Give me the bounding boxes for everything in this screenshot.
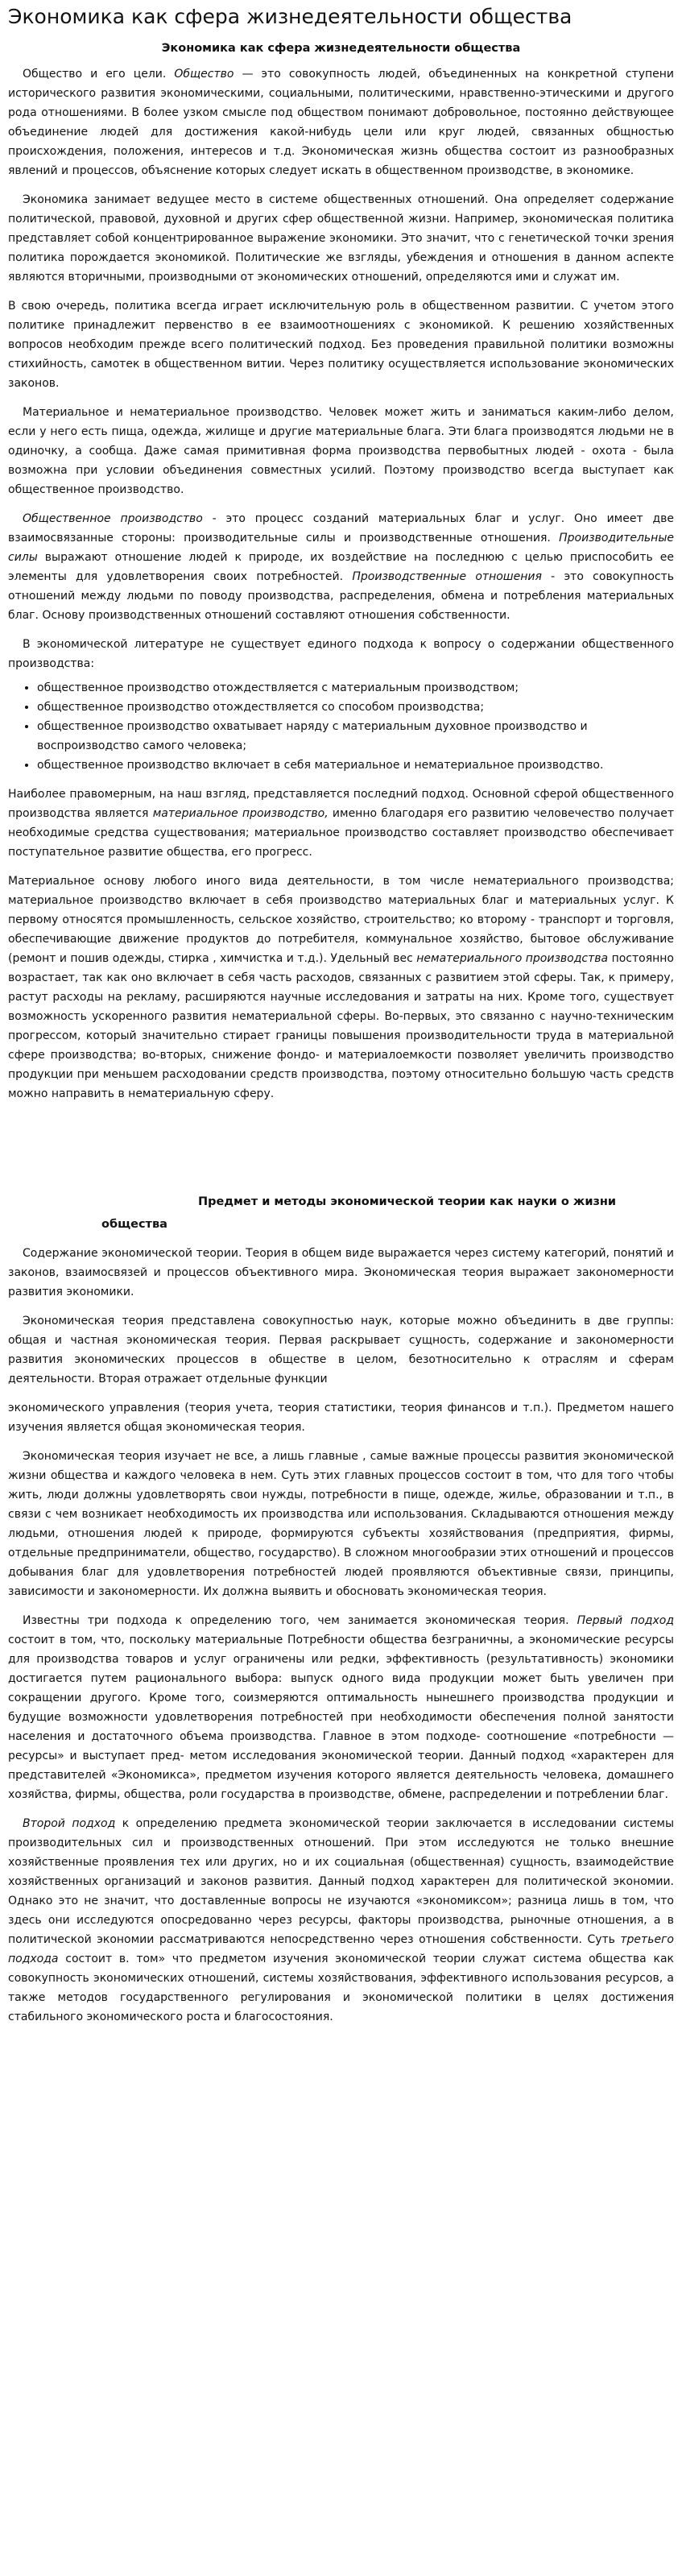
term-italic: Производственные отношения <box>352 570 542 583</box>
paragraph-text: именно благодаря его развитию человечество получает необходимые средства существования; материальное производство составляет производство обеспечивает поступательное развитие общества, его прогресс. <box>8 807 674 859</box>
term-italic: материальное производство, <box>152 807 329 820</box>
section-heading: Экономика как сфера жизнедеятельности общества <box>161 42 521 55</box>
paragraph-approaches-intro: В экономической литературе не существует единого подхода к вопросу о содержании общественного производства: <box>8 638 674 670</box>
paragraph-text: - это совокупность отношений между людьми по поводу производства, распределения, обмена и потребления материальных благ. Основу производственных отношений составляют отношения собственности. <box>8 570 674 622</box>
list-item: • общественное производство отождествляется со способом производства; <box>37 698 674 717</box>
term-italic: Производительные силы <box>8 532 674 564</box>
list-item: • общественное производство включает в себя материальное и нематериальное производство. <box>37 756 674 775</box>
section-economy-as-sphere <box>8 39 674 1104</box>
paragraph-theory-content: Содержание экономической теории. Теория в общем виде выражается через систему категорий, понятий и законов, взаимосвязей и процессов объективного мира. Экономическая теория выражает закономерности развития экономики. <box>8 1247 674 1298</box>
paragraph-text: состоит в том, что, поскольку материальные Потребности общества безграничны, а экономические ресурсы для производства товаров и услуг ограничены или редки, эффективность (результативность) экономики достигается путем рационального выбора: выпуск одного вида продукции может быть увеличен при сокращении другого. Кроме того, соизмеряются оптимальность нынешнего производства продукции и будущие возможности удовлетворения потребностей при необходимости обеспечения полной занятости населения и достаточного объема производства. Главное в этом подходе- соотношение «потребности — ресурсы» и выступает пред- метом исследования экономической теории. Данный подход «характерен для представителей «Экономикса», предметом изучения которого является деятельность человека, домашнего хозяйства, фирмы, общества, роли государства в производстве, обмене, распределении и потреблении благ. <box>8 1634 674 1801</box>
paragraph-economy-role: Экономика занимает ведущее место в системе общественных отношений. Она определяет содержание политической, правовой, духовной и других сфер общественной жизни. Например, экономическая политика представляет собой концентрированное выражение экономики. Это значит, что с генетической точки зрения политика порождается экономикой. Политические же взгляды, убеждения и отношения в данном аспекте являются вторичными, производными от экономических отношений, определяются ими и служат им. <box>8 193 674 284</box>
paragraph-last-approach <box>8 785 674 862</box>
paragraph-text: Известны три подхода к определению того, чем занимается экономическая теория. <box>23 1614 577 1627</box>
term-italic: нематериального производства <box>416 952 609 965</box>
paragraph-society-goals <box>8 64 674 180</box>
paragraph-text: выражают отношение людей к природе, их воздействие на последнюю с целью приспособить ее элементы для удовлетворения своих потребностей. <box>8 551 674 583</box>
paragraph-text: к определению предмета экономической теории заключается в исследовании системы производительных сил и производственных отношений. При этом исследуются не только внешние хозяйственные проявления тех или других, но и их социальная (общественная) сущность, взаимодействие хозяйственных организаций и законов развития. Данный подход характерен для политической экономии. Однако это не значит, что доставленные вопросы не изучаются «экономиксом»; разница лишь в том, что здесь они исследуются опосредованно через ресурсы, факторы производства, рыночные отношения, а в политической экономии рассматриваются непосредственно через отношения собственности. Суть <box>8 1817 675 1946</box>
term-italic: Первый подход <box>577 1614 675 1627</box>
paragraph-main-processes: Экономическая теория изучает не все, а лишь главные , самые важные процессы развития экономической жизни общества и каждого человека в нем. Суть этих главных процессов состоит в том, что для того чтобы жить, люди должны удовлетворять свои нужды, потребности в пище, одежде, жилье, образовании и т.п., в связи с чем возникает необходимость их производства или использования. Складываются отношения между людьми, отношения людей к природе, формируются субъекты хозяйствования (предприятия, фирмы, отдельные предприниматели, общество, государство). В сложном многообразии этих отношений и процессов добывания благ для удовлетворения потребностей людей проявляются объективные связи, принципы, зависимости и закономерности. Их должна выявить и обосновать экономическая теория. <box>8 1450 674 1598</box>
section-heading: Предмет и методы экономической теории как науки о жизни <box>198 1195 617 1208</box>
paragraph-text: — это совокупность людей, объединенных на конкретной ступени исторического развития экономическими, социальными, политическими, нравственно-этическими и другого рода отношениями. В более узком смысле под обществом понимают добровольное, постоянно действующее объединение людей для достижения какой-нибудь цели или круг людей, связанных общностью происхождения, положения, интересов и т.д. Экономическая жизнь общества состоит из разнообразных явлений и процессов, объяснение которых следует искать в общественном производстве, в экономике. <box>8 68 675 177</box>
paragraph-social-production <box>8 509 674 625</box>
paragraph-theory-sciences: Экономическая теория представлена совокупностью наук, которые можно объединить в две группы: общая и частная экономическая теория. Первая раскрывает сущность, содержание и закономерности развития экономических процессов в обществе в целом, безотносительно к отраслям и сферам деятельности. Вторая отражает отдельные функции <box>8 1315 674 1385</box>
approaches-list <box>8 678 674 775</box>
paragraph-text: Общество и его цели. <box>23 68 175 81</box>
paragraph-first-approach <box>8 1611 674 1804</box>
page-title: Экономика как сфера жизнедеятельности общества <box>8 5 572 28</box>
paragraph-material-basis <box>8 872 674 1104</box>
list-item: • общественное производство отождествляется с материальным производством; <box>37 678 674 698</box>
term-italic: Общественное производство <box>23 512 203 525</box>
section-economic-theory <box>8 1192 674 2027</box>
paragraph-theory-subject: экономического управления (теория учета, теория статистики, теория финансов и т.п.). Предметом нашего изучения является общая экономическая теория. <box>8 1402 674 1434</box>
term-italic: третьего подхода <box>8 1933 674 1965</box>
section-heading-continued: общества <box>101 1218 167 1231</box>
paragraph-text: Наиболее правомерным, на наш взгляд, представляется последний подход. Основной сферой общественного производства является <box>8 788 674 820</box>
paragraph-text: состоит в. том» что предметом изучения экономической теории служат система общества как совокупность экономических отношений, системы хозяйствования, эффективного использования ресурсов, а также методов государственного регулирования и экономической политики в целях достижения стабильного экономического роста и благосостояния. <box>8 1953 674 2023</box>
list-item: • общественное производство охватывает наряду с материальным духовное производство и воспроизводство самого человека; <box>37 717 674 756</box>
paragraph-second-approach <box>8 1814 674 2027</box>
paragraph-text: - это процесс созданий материальных благ и услуг. Оно имеет две взаимосвязанные стороны: производительные силы и производственные отношения. <box>8 512 675 545</box>
term-italic: Общество <box>174 68 234 81</box>
paragraph-material-production: Материальное и нематериальное производство. Человек может жить и заниматься каким-либо делом, если у него есть пища, одежда, жилище и другие материальные блага. Эти блага производятся людьми не в одиночку, а сообща. Даже самая примитивная форма производства первобытных людей - охота - была возможна при условии объединения совместных усилий. Поэтому производство всегда выступает как общественное производство. <box>8 406 674 496</box>
paragraph-text: постоянно возрастает, так как оно включает в себя часть расходов, связанных с развитием этой сферы. Так, к примеру, растут расходы на рекламу, расширяются научные исследования и затраты на них. Кроме того, существует возможность ускоренного развития нематериальной сферы. Во-первых, это связанно с научно-техническим прогрессом, который значительно стирает границы повышения производительности труда в материальной сфере производства; во-вторых, снижение фондо- и материалоемкости позволяет увеличить производство продукции при меньшем расходовании средств производства, поэтому относительно большую часть средств можно направить в нематериальную сферу. <box>8 952 674 1100</box>
paragraph-text: Материальное основу любого иного вида деятельности, в том числе нематериального производства; материальное производство включает в себя производство материальных благ и материальных услуг. К первому относятся промышленность, сельское хозяйство, строительство; ко второму - транспорт и торговля, обеспечивающие движение продуктов до потребителя, коммунальное хозяйство, бытовое обслуживание (ремонт и пошив одежды, стирка , химчистка и т.д.). Удельный вес <box>8 875 674 965</box>
term-italic: Второй подход <box>23 1817 116 1830</box>
paragraph-politics-role: В свою очередь, политика всегда играет исключительную роль в общественном развитии. С учетом этого политике принадлежит первенство в ее взаимоотношениях с экономикой. К решению хозяйственных вопросов необходим прежде всего политический подход. Без проведения правильной политики возможны стихийность, самотек в общественном витии. Через политику осуществляется использование экономических законов. <box>8 300 674 390</box>
